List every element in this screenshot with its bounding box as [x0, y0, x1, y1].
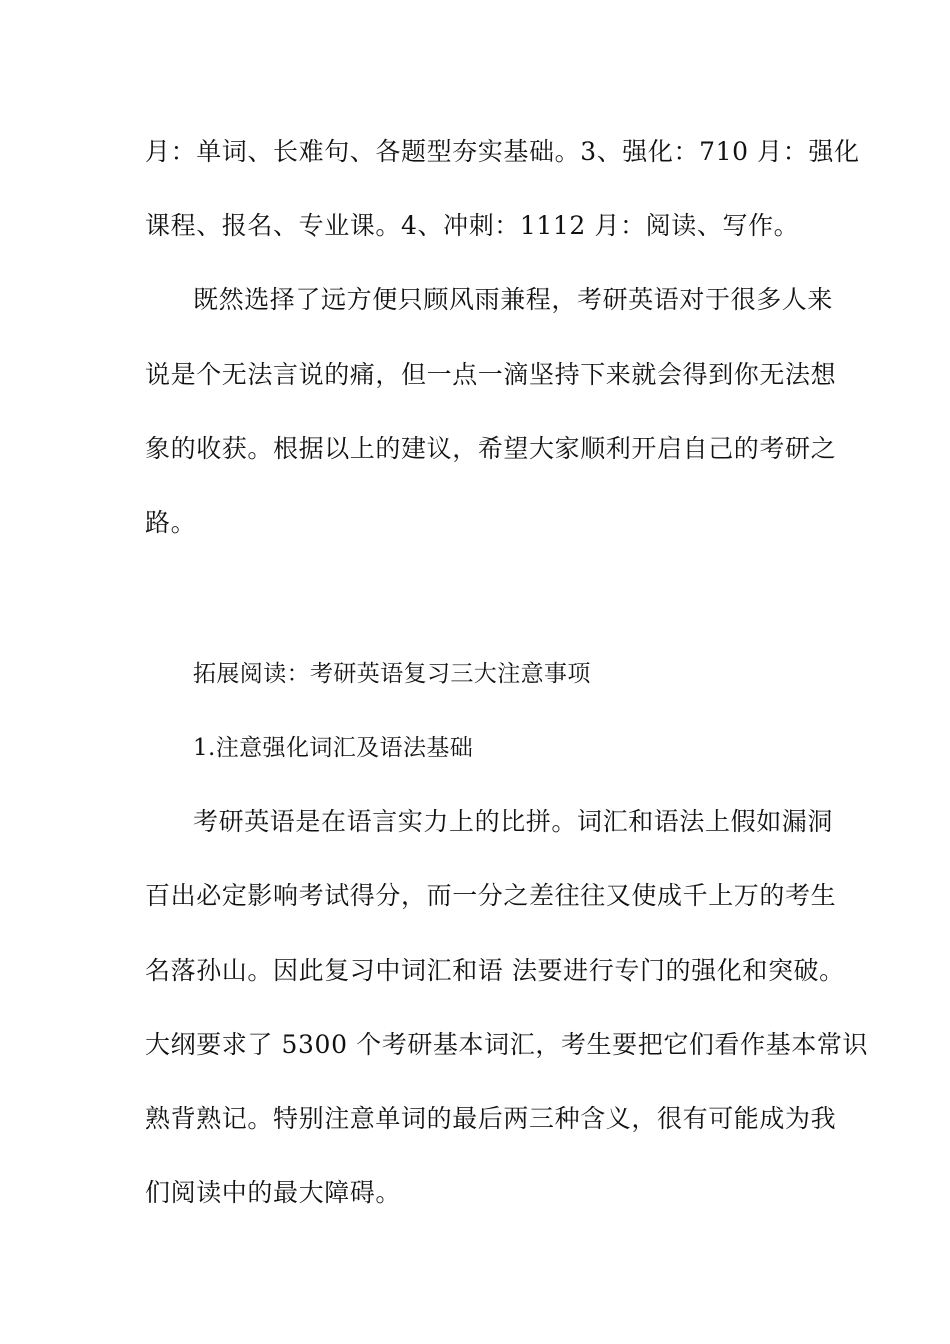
- paragraph-line: 百出必定影响考试得分，而一分之差往往又使成千上万的考生: [145, 881, 837, 910]
- paragraph-line: 路。: [145, 508, 197, 537]
- paragraph-line: 熟背熟记。特别注意单词的最后两三种含义，很有可能成为我: [145, 1104, 837, 1133]
- paragraph-line: 既然选择了远方便只顾风雨兼程，考研英语对于很多人来: [193, 285, 834, 314]
- paragraph-line: 大纲要求了 5300 个考研基本词汇，考生要把它们看作基本常识: [145, 1030, 869, 1059]
- paragraph-line: 说是个无法言说的痛，但一点一滴坚持下来就会得到你无法想: [145, 360, 837, 389]
- paragraph-line: 象的收获。根据以上的建议，希望大家顺利开启自己的考研之: [145, 434, 837, 463]
- paragraph-line: 名落孙山。因此复习中词汇和语 法要进行专门的强化和突破。: [145, 956, 845, 985]
- paragraph-line: 课程、报名、专业课。4、冲刺：1112 月：阅读、写作。: [145, 211, 800, 240]
- paragraph-line: 们阅读中的最大障碍。: [145, 1178, 402, 1207]
- section-heading: 拓展阅读：考研英语复习三大注意事项: [193, 661, 591, 687]
- paragraph-line: 月：单词、长难句、各题型夯实基础。3、强化：710 月：强化: [145, 137, 860, 166]
- paragraph-line: 考研英语是在语言实力上的比拼。词汇和语法上假如漏洞: [193, 807, 834, 836]
- subsection-heading: 1.注意强化词汇及语法基础: [193, 735, 474, 761]
